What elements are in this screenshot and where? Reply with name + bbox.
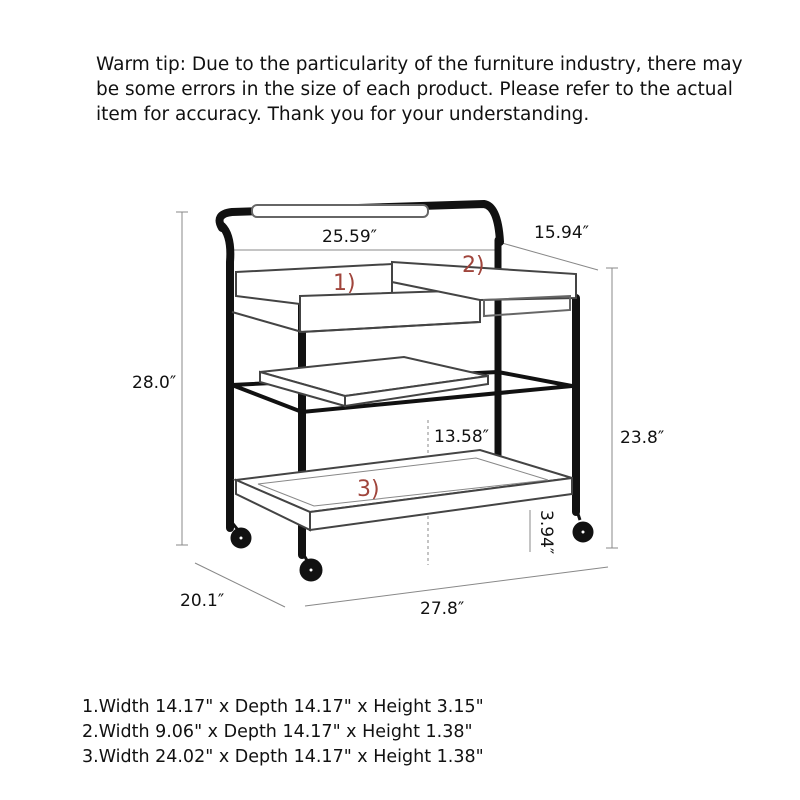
bottom-clearance-label: 3.94″ (536, 510, 556, 555)
width-label: 27.8″ (420, 599, 465, 619)
shelf-gap-label: 13.58″ (434, 427, 490, 447)
part-label-1: 1) (333, 271, 356, 296)
bottom-shelf (236, 450, 572, 530)
spec-line-2: 2.Width 9.06" x Depth 14.17" x Height 1.38" (82, 722, 473, 742)
spec-line-3: 3.Width 24.02" x Depth 14.17" x Height 1.38" (82, 747, 484, 767)
top-tray (236, 262, 576, 332)
spec-line-1: 1.Width 14.17" x Depth 14.17" x Height 3.15" (82, 697, 484, 717)
caster-left (230, 520, 250, 547)
warm-tip-text: Warm tip: Due to the particularity of the furniture industry, there may be some errors in the size of each product. Please refer to the actual item for accuracy. Thank you for your understanding. (96, 54, 743, 125)
side-height-label: 23.8″ (620, 428, 665, 448)
caster-right (574, 508, 592, 541)
total-height-label: 28.0″ (132, 373, 177, 393)
part-specs-list (82, 695, 722, 770)
caster-front (301, 552, 321, 580)
part-label-3: 3) (357, 477, 380, 502)
part-label-2: 2) (462, 253, 485, 278)
depth-label: 20.1″ (180, 591, 225, 611)
top-width-label: 25.59″ (322, 227, 378, 247)
top-depth-label: 15.94″ (534, 223, 590, 243)
